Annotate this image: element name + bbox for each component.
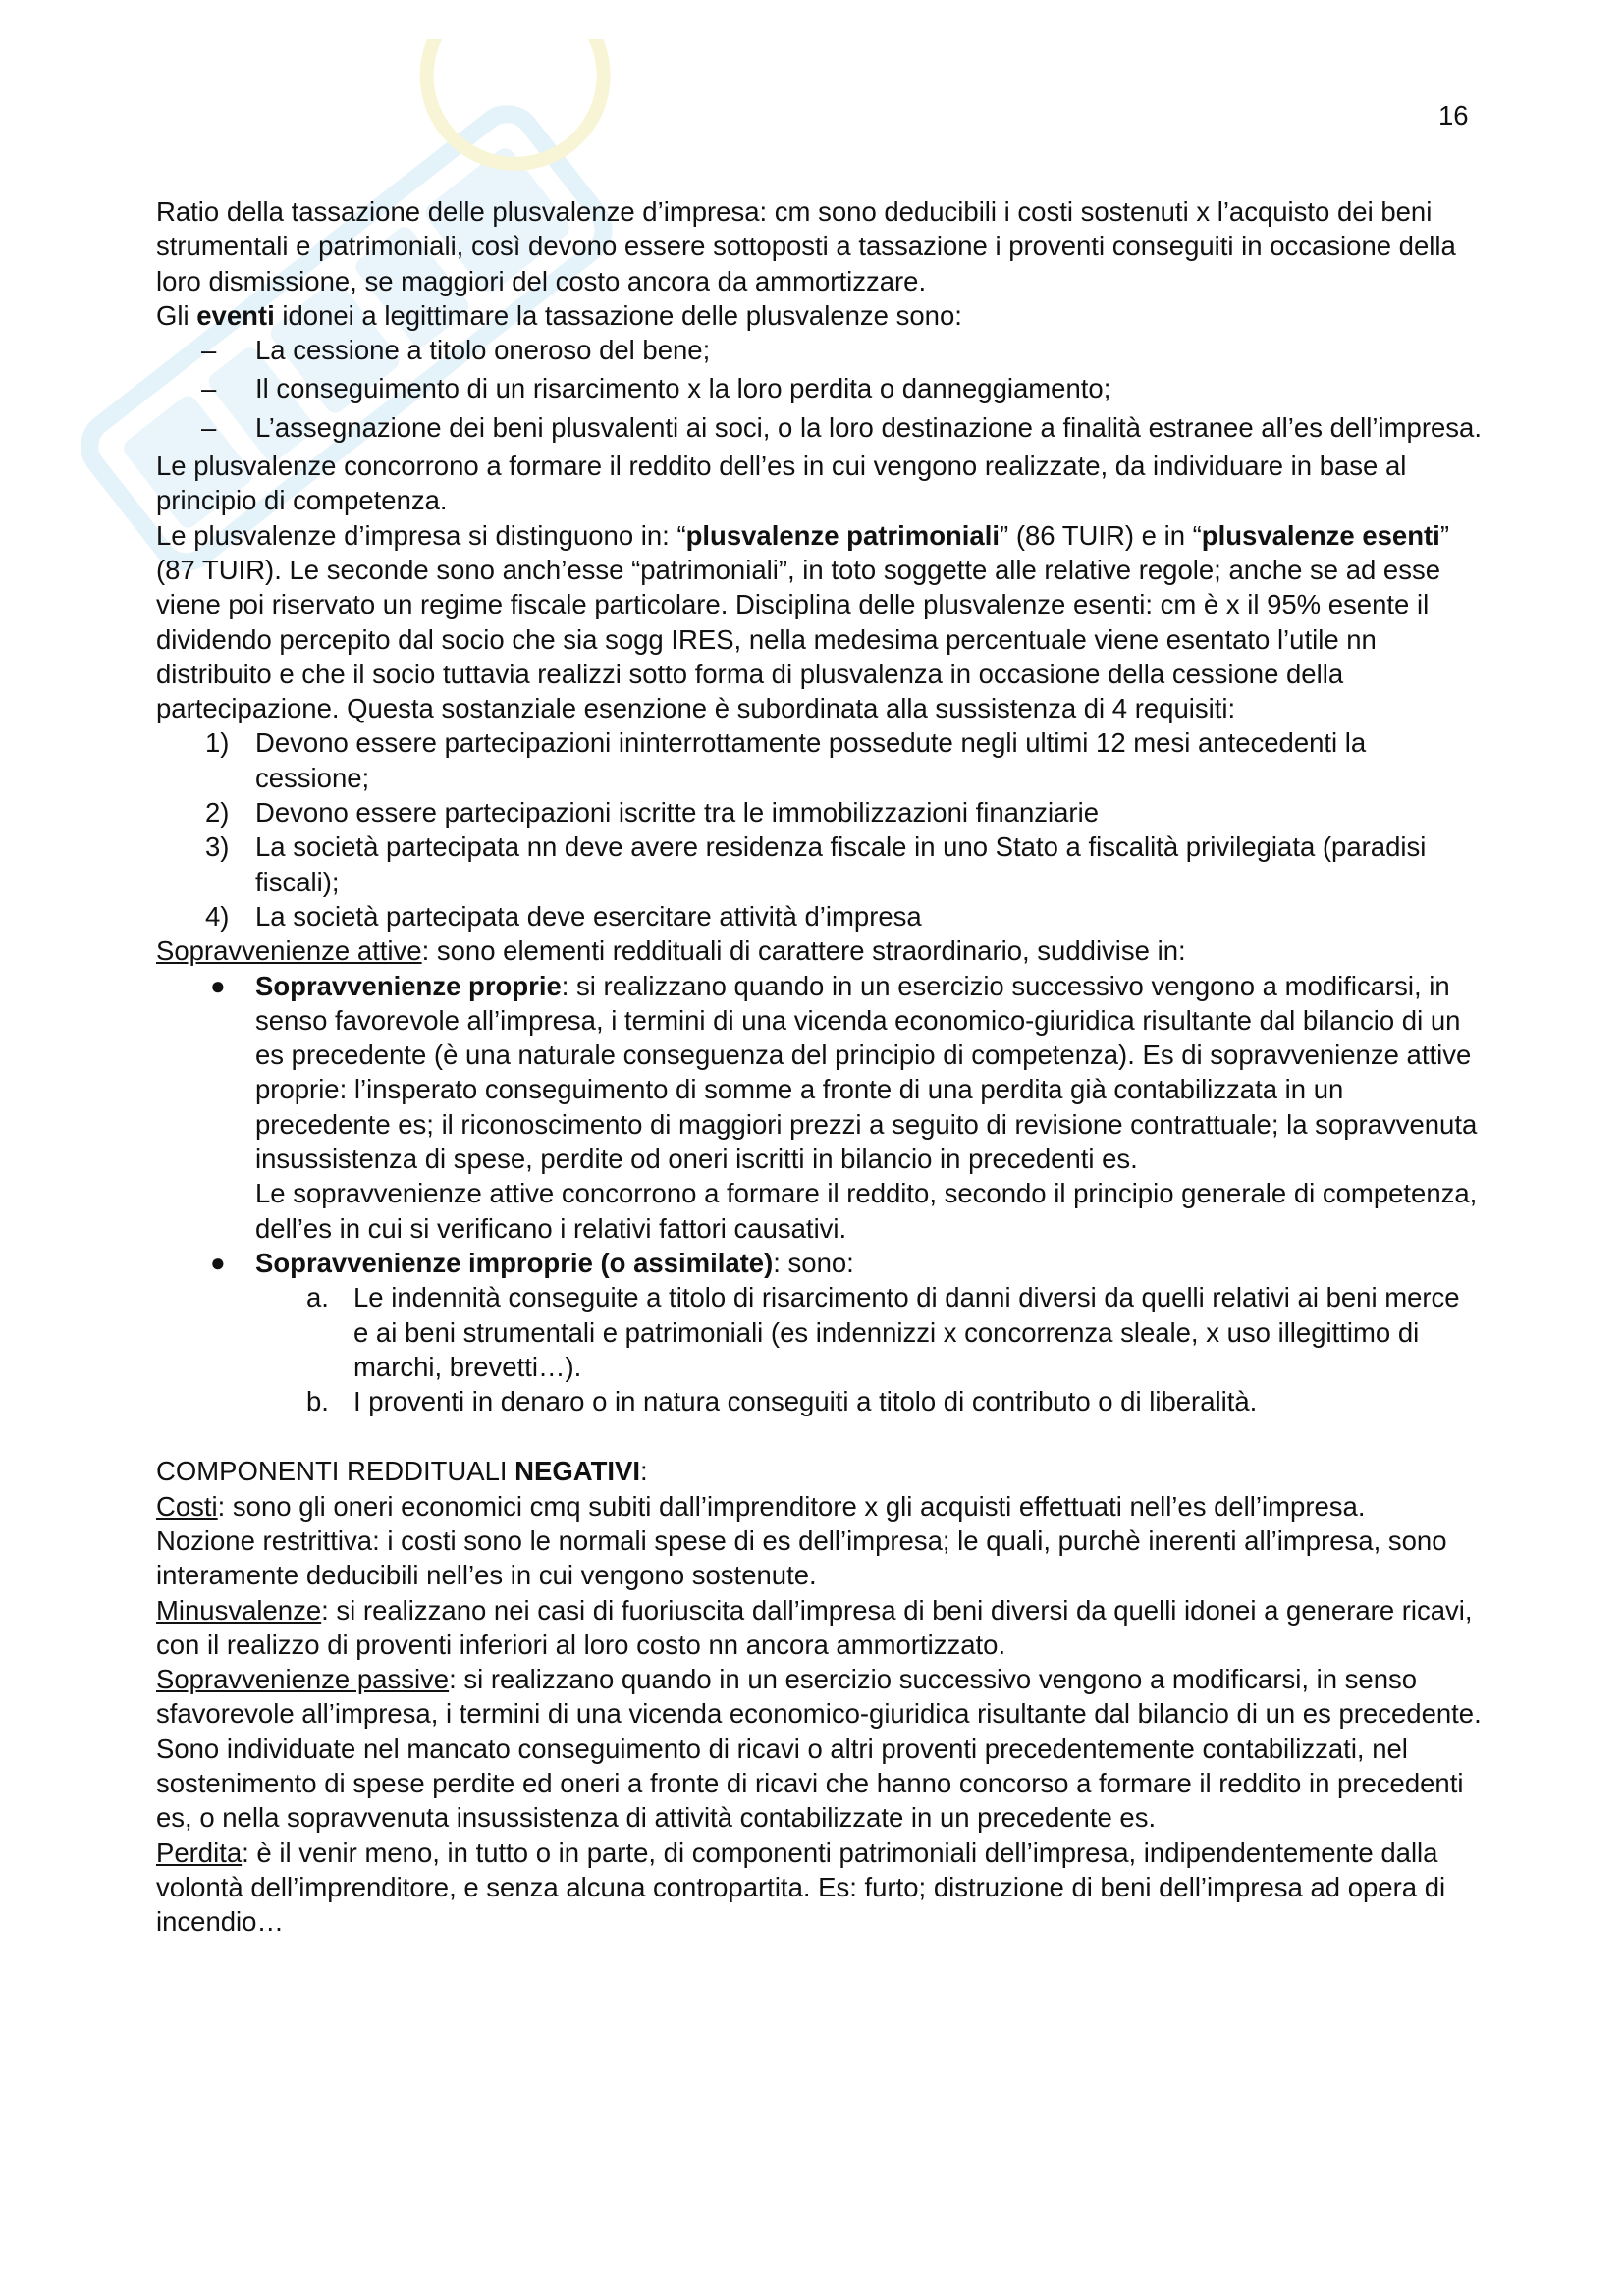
dash-marker: –	[201, 373, 217, 404]
bullet-marker: ●	[210, 970, 226, 1000]
list-item: – L’assegnazione dei beni plusvalenti ai soci, o la loro destinazione a finalità estranee all’es dell’impresa.	[156, 410, 1482, 445]
paragraph-sopravvenienze-passive: Sopravvenienze passive: si realizzano quando in un esercizio successivo vengono a modificarsi, in senso sfavorevole all’impresa, i termini di una vicenda economico-giuridica risultante dal bilancio di un es precedente. Sono individuate nel mancato conseguimento di ricavi o altri proventi precedentemente contabilizzati, nel sostenimento di spese perdite ed oneri a fronte di ricavi che hanno concorso a formare il reddito in precedenti es, o nella sopravvenuta insussistenza di attività contabilizzate in un precedente es.	[156, 1664, 1482, 1834]
paragraph-perdita: Perdita: è il venir meno, in tutto o in parte, di componenti patrimoniali dell’impresa, indipendentemente dalla volontà dell’imprenditore, e senza alcuna contropartita. Es: furto; distruzione di beni dell’impresa ad opera di incendio…	[156, 1837, 1446, 1938]
paragraph-proprie-2: Le sopravvenienze attive concorrono a formare il reddito, secondo il principio generale di competenza, dell’es in cui si verificano i relativi fattori causativi.	[255, 1178, 1478, 1244]
bullet-marker: ●	[210, 1247, 226, 1277]
paragraph-costi: Costi: sono gli oneri economici cmq subiti dall’imprenditore x gli acquisti effettuati nell’es dell’impresa.	[156, 1490, 1366, 1522]
improprie-list	[156, 1280, 1482, 1418]
paragraph-minusvalenze: Minusvalenze: si realizzano nei casi di fuoriuscita dall’impresa di beni diversi da quelli idonei a generare ricavi, con il realizzo di proventi inferiori al loro costo nn ancora ammortizzato.	[156, 1594, 1473, 1660]
list-item: 2) Devono essere partecipazioni iscritte tra le immobilizzazioni finanziarie	[205, 797, 1099, 828]
paragraph-sopravvenienze-attive: Sopravvenienze attive: sono elementi reddituali di carattere straordinario, suddivise in:	[156, 935, 1186, 967]
paragraph-concorrono: Le plusvalenze concorrono a formare il reddito dell’es in cui vengono realizzate, da individuare in base al principio di competenza.	[156, 451, 1407, 516]
requisiti-list	[156, 725, 1482, 934]
paragraph-ratio: Ratio della tassazione delle plusvalenze d’impresa: cm sono deducibili i costi sostenuti x l’acquisto dei beni strumentali e patrimoniali, così devono essere sottoposti a tassazione i proventi conseguiti in occasione della loro dismissione, se maggiori del costo ancora da ammortizzare.	[156, 196, 1456, 296]
sopravvenienze-list	[156, 969, 1482, 1281]
list-item: 3) La società partecipata nn deve avere residenza fiscale in uno Stato a fiscalità privilegiata (paradisi fiscali);	[205, 831, 1427, 897]
list-item: b. I proventi in denaro o in natura conseguiti a titolo di contributo o di liberalità.	[306, 1386, 1258, 1417]
paragraph-eventi: Gli eventi idonei a legittimare la tassazione delle plusvalenze sono:	[156, 299, 962, 331]
spacer	[156, 1418, 1482, 1454]
dash-marker: –	[201, 335, 217, 366]
list-item: a. Le indennità conseguite a titolo di risarcimento di danni diversi da quelli relativi ai beni merce e ai beni strumentali e patrimoniali (es indennizzi x concorrenza sleale, x uso illegittimo di marchi, brevetti…).	[306, 1282, 1460, 1382]
list-item: – Il conseguimento di un risarcimento x la loro perdita o danneggiamento;	[156, 371, 1482, 405]
section-heading-negativi: COMPONENTI REDDITUALI NEGATIVI:	[156, 1456, 648, 1487]
list-item: ● Sopravvenienze proprie: si realizzano quando in un esercizio successivo vengono a modificarsi, in senso favorevole all’impresa, i termini di una vicenda economico-giuridica risultante dal bilancio di un es precedente (è una naturale conseguenza del principio di competenza). Es di sopravvenienze attive proprie: l’insperato conseguimento di somme a fronte di una perdita già contabilizzata in un precedente es; il riconoscimento di maggiori prezzi a seguito di revisione contrattuale; la sopravvenuta insussistenza di spese, perdite od oneri iscritti in bilancio in precedenti es. Le sopravvenienze attive concorrono a formare il reddito, secondo il principio generale di competenza, dell’es in cui si verificano i relativi fattori causativi.	[156, 969, 1482, 1246]
list-item: 1) Devono essere partecipazioni ininterrottamente possedute negli ultimi 12 mesi antecedenti la cessione;	[205, 727, 1367, 793]
list-item: 4) La società partecipata deve esercitare attività d’impresa	[205, 900, 922, 932]
list-item: – La cessione a titolo oneroso del bene;	[156, 333, 1482, 367]
page-content	[156, 194, 1482, 1940]
dash-marker: –	[201, 411, 217, 443]
page-number: 16	[1438, 100, 1469, 131]
paragraph-distinguono: Le plusvalenze d’impresa si distinguono in: “plusvalenze patrimoniali” (86 TUIR) e in “plusvalenze esenti” (87 TUIR). Le seconde sono anch’esse “patrimoniali”, in toto soggette alle relative regole; anche se ad esse viene poi riservato un regime fiscale particolare. Disciplina delle plusvalenze esenti: cm è x il 95% esente il dividendo percepito dal socio che sia sogg IRES, nella medesima percentuale viene esentato l’utile nn distribuito e che il socio tuttavia realizzi sotto forma di plusvalenza in occasione della cessione della partecipazione. Questa sostanziale esenzione è subordinata alla sussistenza di 4 requisiti:	[156, 519, 1449, 724]
paragraph-nozione: Nozione restrittiva: i costi sono le normali spese di es dell’impresa; le quali, purchè inerenti all’impresa, sono interamente deducibili nell’es in cui vengono sostenute.	[156, 1524, 1447, 1591]
eventi-list	[156, 333, 1482, 445]
list-item: ● Sopravvenienze improprie (o assimilate): sono:	[156, 1246, 1482, 1280]
